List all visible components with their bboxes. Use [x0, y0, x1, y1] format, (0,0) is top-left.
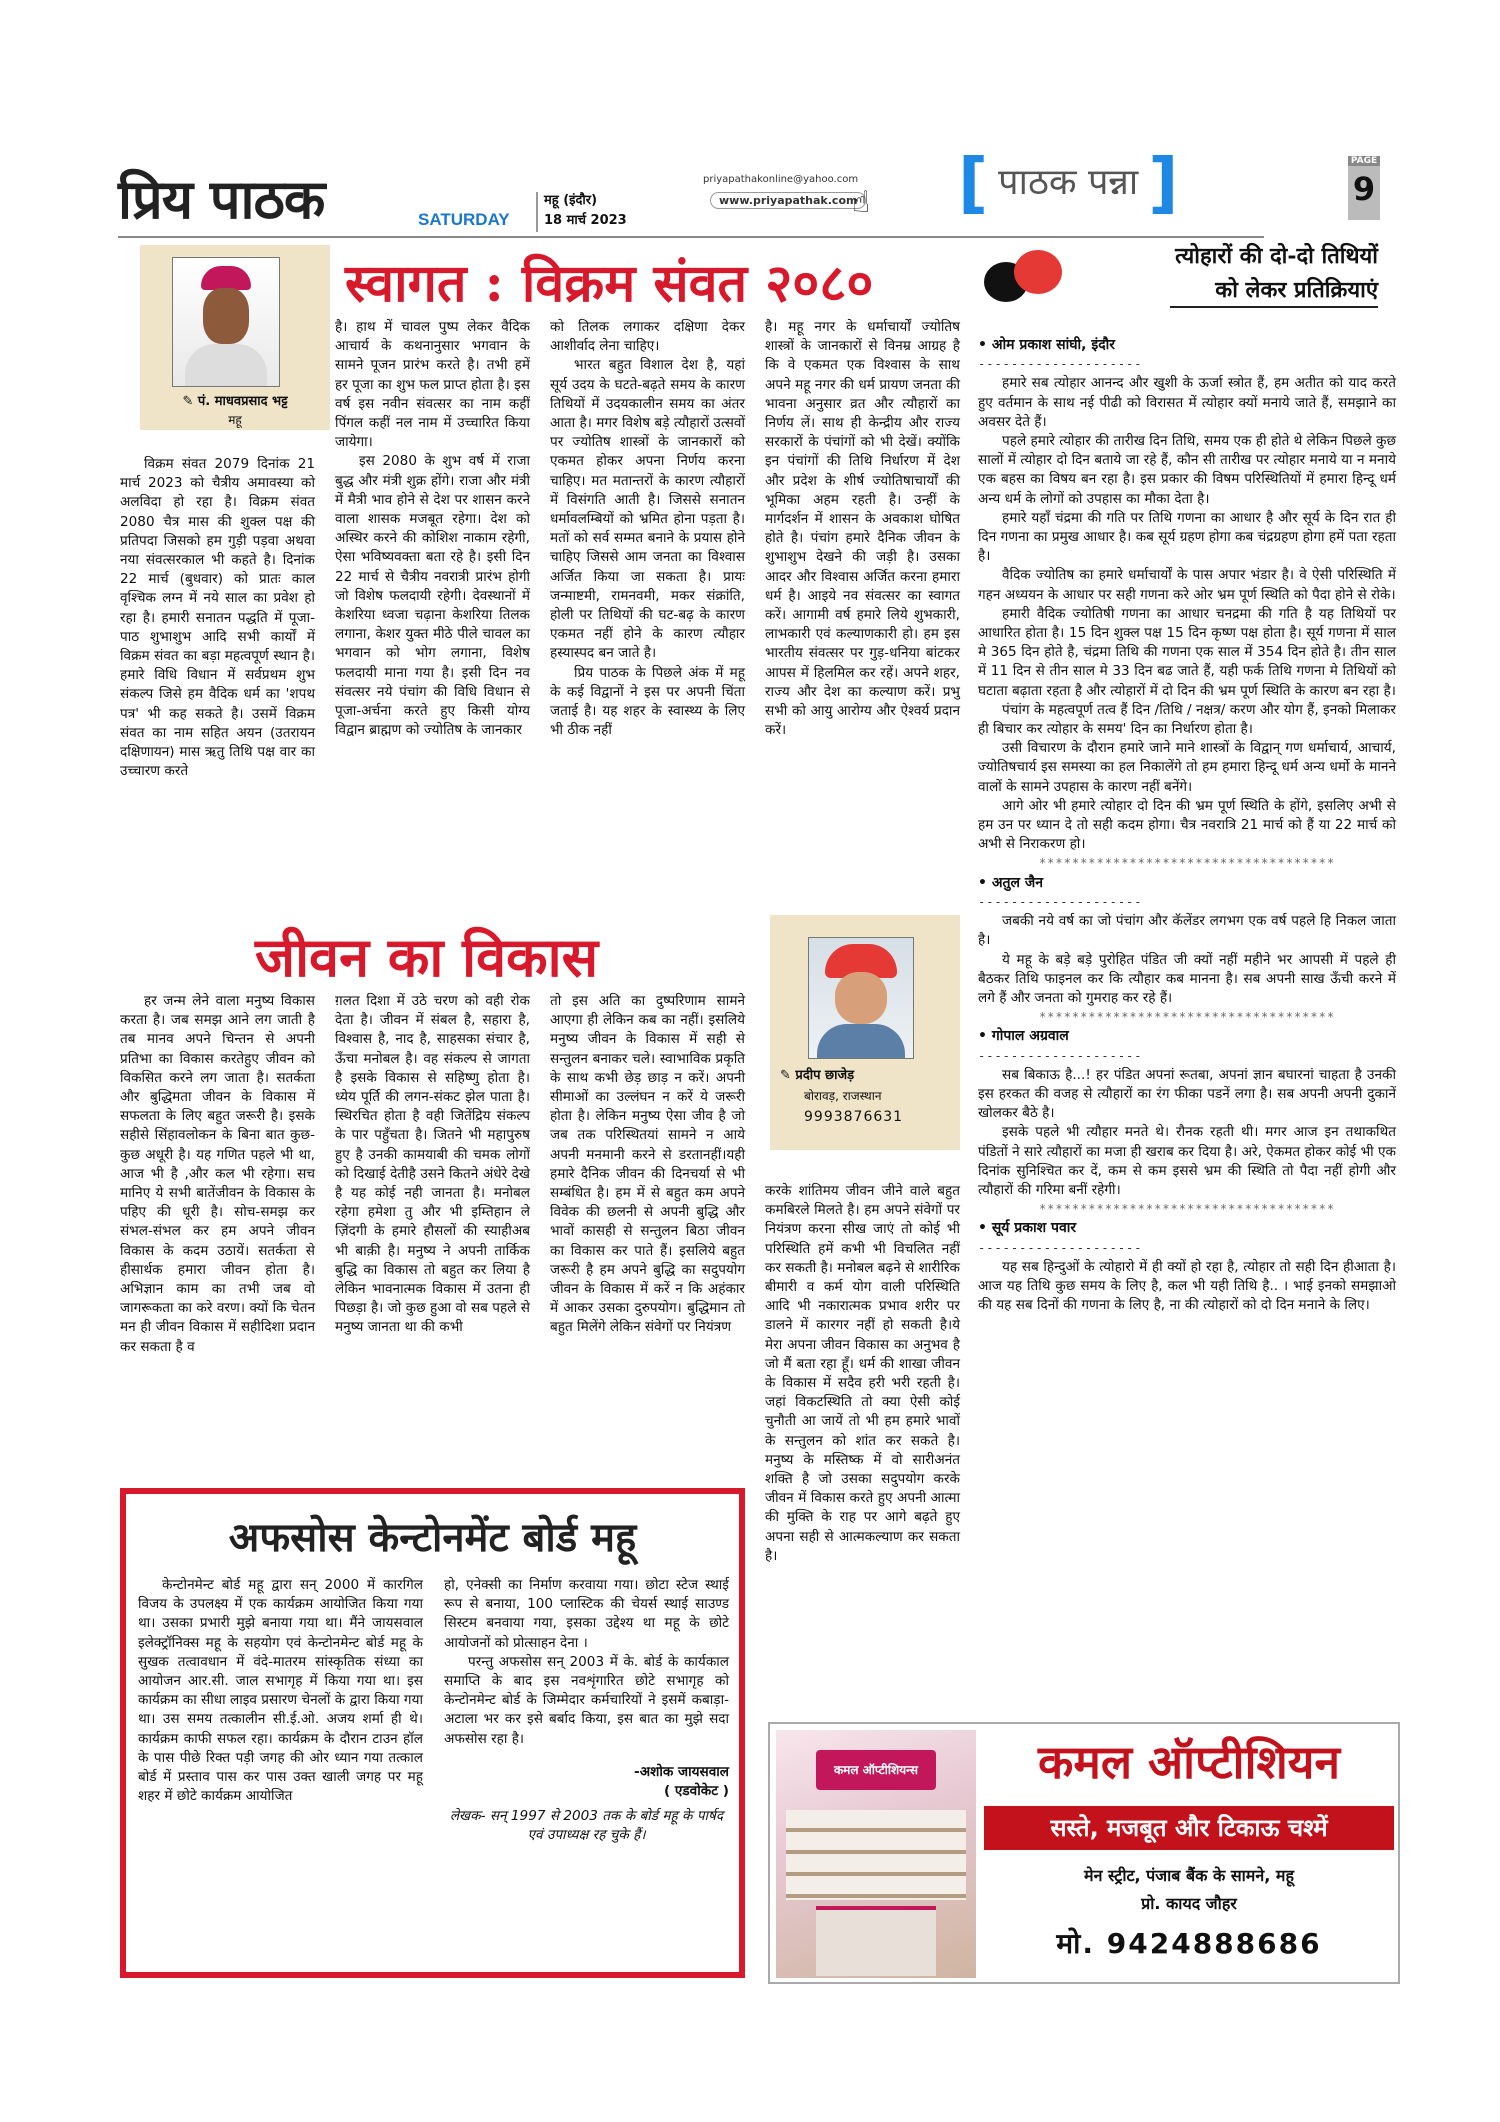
optician-ad[interactable] — [768, 1722, 1400, 1984]
article3-col1 — [138, 1576, 423, 1806]
article4-body — [978, 336, 1396, 1315]
article4-title-line1: त्योहारों की दो-दो तिथियों — [1175, 243, 1378, 269]
section-2 — [978, 874, 1396, 1008]
article2-col3-p0: तो इस अति का दुष्परिणाम सामने आएगा ही लेकिन कब का नहीं। इसलिये मनुष्य जीवन के विकास में सही से सन्तुलन बनाकर चले। स्वाभाविक प्रकृति के साथ कभी छेड़ छाड़ न करें। अपनी सीमाओं का उल्लंघन न करें ये जरूरी होता है। लेकिन मनुष्य ऐसा जीव है जो जब तक परिस्थितयां सामने न आये अपनी मनमानी करने से डरतानहीं।यही हमारे दैनिक जीवन की दिनचर्या से भी सम्बंधित है। हम में से बहुत कम अपने विवेक की छलनी से अपनी बुद्धि और भावों कासही से सन्तुलन बिठा जीवन का विकास कर पाते हैं। इसलिये बहुत जरूरी है हम अपने बुद्धि का सदुपयोग जीवन के विकास में करें न कि अहंकार में आकर उसका दुरुपयोग। बुद्धिमान तो बहुत मिलेंगे लेकिन संवेगों पर नियंत्रण — [550, 993, 745, 1336]
email-link[interactable]: priyapathakonline@yahoo.com — [703, 174, 859, 185]
article4-title-line2: को लेकर प्रतिक्रियाएं — [1215, 277, 1378, 303]
article2-col3 — [550, 992, 745, 1338]
star-divider: ************************************ — [1038, 1010, 1336, 1025]
article2-col4 — [765, 1182, 960, 1566]
bracket-left-icon: [ — [958, 144, 989, 221]
article1-col1-p0: विक्रम संवत 2079 दिनांक 21 मार्च 2023 को चैत्रीय अमावस्या को अलविदा हो रहा है। विक्रम संवत 2080 चैत्र मास की शुक्ल पक्ष की प्रतिपदा जिसको हम गुड़ी पड़वा अथवा नया संवत्सरकाल भी कहते है। दिनांक 22 मार्च (बुधवार) को प्रातः काल वृश्चिक लग्न में नये साल का प्रवेश हो रहा है। हमारी सनातन पद्धति में पूजा-पाठ शुभाशुभ आदि सभी कार्यों में विक्रम संवत का बड़ा महत्वपूर्ण स्थान है। हमारे विधि विधान में सर्वप्रथम शुभ संकल्प जिसे हम वैदिक धर्म का 'शपथ पत्र' भी कह सकते है। उसमें विक्रम संवत का नाम सहित अयन (उतरायन दक्षिणायन) मास ऋतु तिथि पक्ष वार का उच्चारण करते — [120, 456, 315, 780]
page-badge — [1348, 156, 1380, 220]
article1-col4 — [765, 318, 960, 740]
section-title: पाठक पन्ना — [998, 162, 1139, 203]
body-shape — [817, 1024, 905, 1058]
website-link[interactable]: www.priyapathak.com — [710, 192, 866, 209]
article1-col3-p2: प्रिय पाठक के पिछले अंक में महू के कई विद्वानों ने इस पर अपनी चिंता जताई है। यह शहर के स्वास्थ्य के लिए भी ठीक नहीं — [550, 664, 745, 739]
shop-photo — [776, 1730, 976, 1978]
article3-designation: ( एडवोकेट ) — [663, 1783, 729, 1800]
article1-col3-p1: भारत बहुत विशाल देश है, यहां सूर्य उदय के घटते-बढ़ते समय के कारण तिथियों में उदयकालीन समय का अंतर आता है। मगर विशेष बड़े त्यौहारों उत्सवों पर ज्योतिष शास्त्रों के जानकारों को एकमत होकर अपना निर्णय करना चाहिए। मत मतान्तरों के कारण त्यौहारों में विसंगति आती है। जिससे सनातन धर्मावलम्बियों को भ्रमित होना पड़ता है। मतों को सर्व सम्मत बनाने के प्रयास होने चाहिए जिससे आम जनता का विश्वास अर्जित किया जा सकता है। प्रायः जन्माष्टमी, रामनवमी, मकर संक्रांति, होली पर तिथियों की घट-बढ़ के कारण एकमत नहीं होने के कारण त्यौहार हस्यास्पद बन जाते है। — [550, 357, 745, 662]
s4-p0: यह सब हिन्दुओं के त्योहारो में ही क्यों हो रहा है, त्योहार तो सही दिन हीआता है। आज यह तिथि कुछ समय के लिए है, कल भी यही तिथि है.. । भाई इनको समझाओ की यह सब दिनों की गणना के लिए है, ना की त्योहारों को दो दिन मनाने के लिए। — [978, 1258, 1396, 1314]
masthead — [118, 144, 1382, 238]
s1-p6: उसी विचारण के दौरान हमारे जाने माने शास्त्रों के विद्वान् गण धर्माचार्य, आचार्य, ज्योतिषचार्य इस समस्या का हल निकालेंगे तो हम हमारा हिन्दू धर्म अन्य धर्मो के मानने वालों के सामने उपहास के कारण नहीं बनेंगे। — [978, 740, 1396, 795]
section-2-name — [978, 874, 1396, 893]
s3-p0: सब बिकाऊ है...! हर पंडित अपनां रूतबा, अपनां ज्ञान बघारनां चाहता है उनकी इस हरकत की वजह से त्यौहारों का रंग फीका पडनें लगा है। सब अपनी अपनी दुकानें खोलकर बैठे है। — [978, 1066, 1396, 1122]
section-1-name-text: ओम प्रकाश सांघी, इंदौर — [991, 337, 1115, 353]
article3-col2-p1: परन्तु अफसोस सन् 2003 में के. बोर्ड के कार्यकाल समाप्ति के बाद इस नवशृंगारित छोटे सभागृह को केन्टोनमेन्ट बोर्ड के जिम्मेदार कर्मचारियों ने इसमें कबाड़ा-अटाला भर कर इसे बर्बाद किया, इस बात का मुझे सदा अफसोस रहा है। — [444, 1653, 729, 1747]
author-photo-2 — [770, 915, 960, 1150]
section-label — [958, 144, 1179, 221]
article2-title: जीवन का विकास — [255, 925, 599, 989]
ad-phone[interactable]: मो. 9424888686 — [1056, 1927, 1322, 1960]
dash-rule: -------------------- — [978, 1240, 1143, 1255]
section-2-name-text: अतुल जैन — [991, 874, 1044, 891]
s1-p3: वैदिक ज्योतिष का हमारे धर्माचार्यों के पास अपार भंडार है। वे ऐसी परिस्थिति में गहन अध्ययन के आधार पर सही गणना करे ओर भ्रम पूर्ण स्थिति को पैदा होने से रोके। — [978, 567, 1396, 603]
s1-p7: आगे ओर भी हमारे त्योहार दो दिन की भ्रम पूर्ण स्थिति के होंगे, इसलिए अभी से हम उन पर ध्यान दे तो सही कदम होगा। चैत्र नवरात्रि 21 मार्च को हैं या 22 मार्च को अभी से निराकरण हो। — [978, 797, 1396, 853]
shop-sign: कमल ऑप्टीशियन्स — [816, 1750, 936, 1790]
page-label: PAGE — [1348, 156, 1380, 166]
s1-p0: हमारे सब त्योहार आनन्द और खुशी के ऊर्जा स्त्रोत हैं, हम अतीत को याद करते हुए वर्तमान के साथ नई पीढी को विरासत में त्योहार क्यों मनाये जाते हैं, समझाने का अवसर देते हैं। — [978, 375, 1396, 430]
s1-p4: हमारी वैदिक ज्योतिषी गणना का आधार चनद्रमा की गति है यह तिथियों पर आधारित होता है। 15 दिन शुक्ल पक्ष 15 दिन कृष्ण पक्ष होता है। सूर्य गणना में साल मे 365 दिन होते है, चंद्रमा तिथि की गणना एक साल में 354 दिन होते है। तीन साल में 11 दिन से तीन साल मे 33 दिन बढ जाते हैं, यही फर्क तिथि गणना मे तिथियों को घटाता बढ़ाता रहता है और त्योहारों में दो दिन की भ्रम पूर्ण स्थिति के कारण बन रहा है। — [978, 605, 1396, 699]
pen-icon: ✎ — [780, 1068, 796, 1083]
cursor-hand-icon: ☝ — [852, 185, 871, 220]
day-label: SATURDAY — [418, 210, 510, 229]
article3-col2 — [444, 1576, 729, 1846]
face-shape — [203, 288, 249, 344]
bullet-icon: • — [978, 1220, 992, 1237]
article1-col2 — [335, 318, 530, 740]
dash-rule: -------------------- — [978, 894, 1143, 909]
dash-rule: -------------------- — [978, 357, 1143, 372]
star-divider: ************************************ — [1038, 1202, 1336, 1217]
author-2-phone: 9993876631 — [804, 1109, 904, 1125]
face-shape — [835, 972, 887, 1024]
star-divider: ************************************ — [1038, 856, 1336, 871]
author-1 — [150, 391, 320, 409]
display-shelves — [786, 1810, 966, 1900]
article1-col2-p1: इस 2080 के शुभ वर्ष में राजा बुद्ध और मंत्री शुक्र होंगे। राजा और मंत्री में मैत्री भाव होने से देश पर शासन करने वाला शासक मजबूत रहेगा। देश को अस्थिर करने की कोशिश नाकाम रहेगी, ऐसा भविष्यवक्ता बता रहे है। इसी दिन 22 मार्च से चैत्रीय नवरात्री प्रारंभ होगी जो विशेष फलदायी रहेगी। देवस्थानों में केशरिया ध्वजा चढ़ाना केशरिया तिलक लगाना, केशर युक्त मीठे पीले चावल का भगवान को भोग लगाना, विशेष फलदायी माना गया है। इसी दिन नव संवत्सर नये पंचांग की विधि विधान से पूजा-अर्चना करते हुए किसी योग्य विद्वान ब्राह्मण को ज्योतिष के जानकार — [335, 453, 530, 739]
s1-p5: पंचांग के महत्वपूर्ण तत्व हैं दिन /तिथि / नक्षत्र/ करण और योग हैं, इनको मिलाकर ही बिचार कर त्योहार के समय' दिन का निर्धारण होता है। — [978, 701, 1396, 738]
article3-col1-p0: केन्टोनमेन्ट बोर्ड महू द्वारा सन् 2000 में कारगिल विजय के उपलक्ष्य में एक कार्यक्रम आयोजित किया गया था। उसका प्रभारी मुझे बनाया गया था। मैंने जायसवाल इलेक्ट्रॉनिक्स महू के सहयोग एवं केन्टोनमेन्ट बोर्ड महू के सुखक तत्वावधान में वंदे-मातरम सांस्कृतिक संध्या का आयोजन आर.सी. जाल सभागृह में किया गया था। इस कार्यक्रम का सीधा लाइव प्रसारण चेनलों के द्वारा किया गया था। उस समय तत्कालीन सी.ई.ओ. अजय शर्मा ही थे। कार्यक्रम काफी सफल रहा। कार्यक्रम के दौरान टाउन हॉल के पास पीछे रिक्त पड़ी जगह की ओर ध्यान गया तत्काल बोर्ड में प्रस्ताव पास कर पास उक्त खाली जगह पर महू शहर में छोटे कार्यक्रम आयोजित — [138, 1577, 423, 1805]
author-1-name: पं. माधवप्रसाद भट्ट — [197, 394, 288, 409]
article1-col1 — [120, 455, 315, 781]
article1-title: स्वागत : विक्रम संवत २०८० — [345, 253, 874, 314]
section-4 — [978, 1219, 1396, 1315]
article3-box — [120, 1488, 745, 1978]
article2-col4-p0: करके शांतिमय जीवन जीने वाले बहुत कमबिरले मिलते है। हम अपने संवेगों पर नियंत्रण करना सीख जाएं तो कोई भी परिस्थिति हमें कभी भी विचलित नहीं कर सकती है। मनोबल बढ़ने से शारीरिक बीमारी व कर्म योग वाली परिस्थिति आदि भी नकारात्मक प्रभाव शरीर पर डालने में कारगर नहीं हो सकती है।ये मेरा अपना जीवन विकास का अनुभव है जो मैं बता रहा हूँ। धर्म की शाखा जीवन के विकास में सदैव हरी भरी रहती है। जहां विकटस्थिति तो क्या ऐसी कोई चुनौती आ जायें तो भी हम हमारे भावों के सन्तुलन को शांत कर सकते है। मनुष्य के मस्तिष्क में वो सारीअनंत शक्ति है जो उसका सदुपयोग करके जीवन में विकास करते हुए अपनी आत्मा की मुक्ति के राह पर आगे बढ़ते हुए अपना सही से आत्मकल्याण कर सकता है। — [765, 1183, 960, 1564]
title-underline — [1170, 306, 1378, 308]
article3-col2-p0: हो, एनेक्सी का निर्माण करवाया गया। छोटा स्टेज स्थाई रूप से बनाया, 100 प्लास्टिक की चेयर्स स्थाई साउण्ड सिस्टम बनवाया गया, इसका उद्देश्य था महू के छोटे आयोजनों को प्रोत्साहन देना । — [444, 1577, 729, 1651]
article2-col1-p0: हर जन्म लेने वाला मनुष्य विकास करता है। जब समझ आने लग जाती है तब मानव अपने चिन्तन से अपनी प्रतिभा का विकास करतेहुए जीवन को विकसित करने लग जाता है। सतर्कता और बुद्धिमता जीवन के विकास में सफलता के लिए बहुत जरूरी है। इसके सहीसे सिंहावलोकन के बिना बात कुछ-कुछ अधूरी है। यह गणित पहले भी था, आज भी है ,और कल भी रहेगा। सच मानिए ये सभी बातेंजीवन के विकास के पहिए की धूरी है। सोच-समझ कर संभल-संभल कर हम अपने जीवन विकास के कदम उठायें। सतर्कता से हीसार्थक हमारा जीवन होता है। अभिज्ञान काम का तभी जब वो जागरूकता का करे वरण। क्यों कि चेतन मन ही जीवन विकास में सहीदिशा प्रदान कर सकता है व — [120, 993, 315, 1355]
pen-icon: ✎ — [182, 394, 198, 409]
author-1-place: महू — [228, 413, 242, 427]
author-2-place: बोरावड़, राजस्थान — [804, 1089, 882, 1103]
bullet-icon: • — [978, 874, 992, 891]
section-3-name — [978, 1027, 1396, 1046]
speech-bubble-red-icon — [1014, 250, 1062, 294]
portrait-madhavprasad — [172, 257, 280, 387]
s2-p0: जबकी नये वर्ष का जो पंचांग और कॅलेंडर लगभग एक वर्ष पहले हि निकल जाता है। — [978, 913, 1396, 949]
section-1 — [978, 336, 1396, 854]
portrait-pradeep — [808, 937, 914, 1059]
article3-title: अफसोस केन्टोनमेंट बोर्ड महू — [228, 1514, 637, 1561]
article2-col2-p0: ग़लत दिशा में उठे चरण को वही रोक देता है। जीवन में संबल है, सहारा है, विश्वास है, नाद है, साहसका संचार है, ऊँचा मनोबल है। वह संकल्प से जागता है इसके विकास से सहिष्णु होता है। ध्येय पूर्ति की लगन-संकट झेल पाता है। स्थिरचित होता है वही जितेंद्रिय संकल्प के पार पहुँचता है। जितने भी महापुरुष हुए है उनकी कामयाबी की चमक लोगों को दिखाई देतीहै उसने कितने अंधेरे देखे है यह कोई नही जानता है। मनोबल रहेगा हमेशा तु और भी इम्तिहान ले ज़िंदगी के हमारे हौसलों की स्याहीअब भी बाक़ी है। मनुष्य ने अपनी तार्किक बुद्धि का विकास तो बहुत कर लिया है लेकिन भावनात्मक विकास में उतना ही पिछड़ा है। जो कुछ हुआ वो सब पहले से मनुष्य जानता था की कभी — [335, 993, 530, 1336]
article1-col3 — [550, 318, 745, 740]
article2-col2 — [335, 992, 530, 1338]
divider — [536, 192, 538, 232]
author-2-name: प्रदीप छाजेड़ — [795, 1068, 855, 1083]
section-3-name-text: गोपाल अग्रवाल — [991, 1028, 1069, 1045]
cap-shape — [201, 266, 251, 290]
s1-p1: पहले हमारे त्योहार की तारीख दिन तिथि, समय एक ही होते थे लेकिन पिछले कुछ सालों में त्योहार दो दिन बताये जा रहे हैं, कौन सी तारीख पर त्योहार मनाये या न मनाये एक बहस का विषय बन रहा है। इस प्रकार की विषम परिस्थितियों में हमारा हिन्दू धर्म अन्य धर्म के लोगों को उपहास का मौका देता है। — [978, 433, 1396, 507]
city: महू (इंदौर) — [544, 193, 598, 208]
body-shape — [185, 344, 267, 386]
bracket-right-icon: ] — [1148, 144, 1179, 221]
s3-p1: इसके पहले भी त्यौहार मनते थे। रौनक रहती थी। मगर आज इन तथाकथित पंडितों ने सारे त्यौहारों का मजा ही खराब कर दिया है। अरे, ऐकमत होकर कोई भी एक दिनांक सुनिश्चित कर दें, कम से कम इससे भ्रम की स्थिति तो पैदा नहीं होगी और त्यौहारों की गरिमा बनीं रहेगी। — [978, 1124, 1396, 1198]
bullet-icon: • — [978, 337, 992, 353]
article3-signature: -अशोक जायसवाल — [634, 1763, 729, 1780]
article4-header — [978, 240, 1398, 320]
section-1-name — [978, 336, 1396, 355]
bullet-icon: • — [978, 1028, 992, 1045]
author-2 — [780, 1065, 950, 1083]
article3-note: लेखक- सन् 1997 से 2003 तक के बोर्ड महू के पार्षद एवं उपाध्यक्ष रह चुके हैं। — [449, 1808, 724, 1844]
ad-title: कमल ऑप्टीशियन — [1038, 1735, 1340, 1789]
section-4-name — [978, 1219, 1396, 1238]
section-4-name-text: सूर्य प्रकाश पवार — [991, 1220, 1077, 1237]
page-number: 9 — [1352, 170, 1376, 208]
counter — [816, 1906, 936, 1976]
article1-col3-p0: को तिलक लगाकर दक्षिणा देकर आशीर्वाद लेना चाहिए। — [550, 319, 745, 355]
article1-col2-p0: है। हाथ में चावल पुष्प लेकर वैदिक आचार्य के कथनानुसार भगवान के सामने पूजन प्रारंभ करते है। तभी हमें हर पूजा का शुभ फल प्राप्त होता है। इस वर्ष इस नवीन संवत्सर का नाम कहीं पिंगल कहीं नल नाम में उच्चारित किया जायेगा। — [335, 319, 530, 451]
ad-address: मेन स्ट्रीट, पंजाब बैंक के सामने, महू — [1084, 1866, 1294, 1885]
dash-rule: -------------------- — [978, 1048, 1143, 1063]
date: 18 मार्च 2023 — [544, 213, 627, 228]
ad-proprietor: प्रो. कायद जौहर — [1141, 1894, 1237, 1913]
logo: प्रिय पाठक — [118, 167, 325, 231]
author-photo-1 — [140, 245, 330, 430]
masthead-rule — [118, 236, 1264, 238]
ad-tagline: सस्ते, मजबूत और टिकाऊ चश्में — [984, 1806, 1394, 1850]
article2-col1 — [120, 992, 315, 1357]
s1-p2: हमारे यहाँ चंद्रमा की गति पर तिथि गणना का आधार है और सूर्य के दिन रात ही दिन गणना का प्रमुख आधार है। कब सूर्य ग्रहण होगा कब चंद्रग्रहण होगा हमें पता रहता है। — [978, 509, 1396, 565]
section-3 — [978, 1027, 1396, 1200]
s2-p1: ये महू के बड़े बड़े पुरोहित पंडित जी क्यों नहीं महीने भर आपसी में पहले ही बैठकर तिथि फाइनल कर कि त्यौहार कब मानना है। सब अपनी साख ऊँची करने में लगे हैं और जनता को गुमराह कर रहे हैं। — [978, 951, 1396, 1006]
article1-col4-p0: है। महू नगर के धर्माचार्यों ज्योतिष शास्त्रों के जानकारों से विनम्र आग्रह है कि वे एकमत एक विश्वास के साथ अपने महू नगर की धर्म प्रायण जनता की भावना अनुसार व्रत और त्यौहारों का निर्णय लें। साथ ही केन्द्रीय और राज्य सरकारों के पंचांगों को भी देखें। क्योंकि इन पंचांगों की तिथि निर्धारण में देश और प्रदेश के शीर्ष ज्योतिषाचार्यों की भूमिका अहम रहती है। उन्हीं के मार्गदर्शन में शासन के अवकाश घोषित होते है। पंचांग हमारे दैनिक जीवन के शुभाशुभ देखने की जड़ी है। उसका आदर और विश्वास अर्जित करना हमारा धर्म है। आइये नव संवत्सर का स्वागत करें। आगामी वर्ष हमारे लिये शुभकारी, लाभकारी एवं कल्याणकारी हो। हम इस भारतीय संवत्सर पर गुड़-धनिया बांटकर आपस में हिलमिल कर रहें। अपने शहर, राज्य और देश का कल्याण करें। प्रभु सभी को आयु आरोग्य और ऐश्वर्य प्रदान करें। — [765, 319, 960, 739]
